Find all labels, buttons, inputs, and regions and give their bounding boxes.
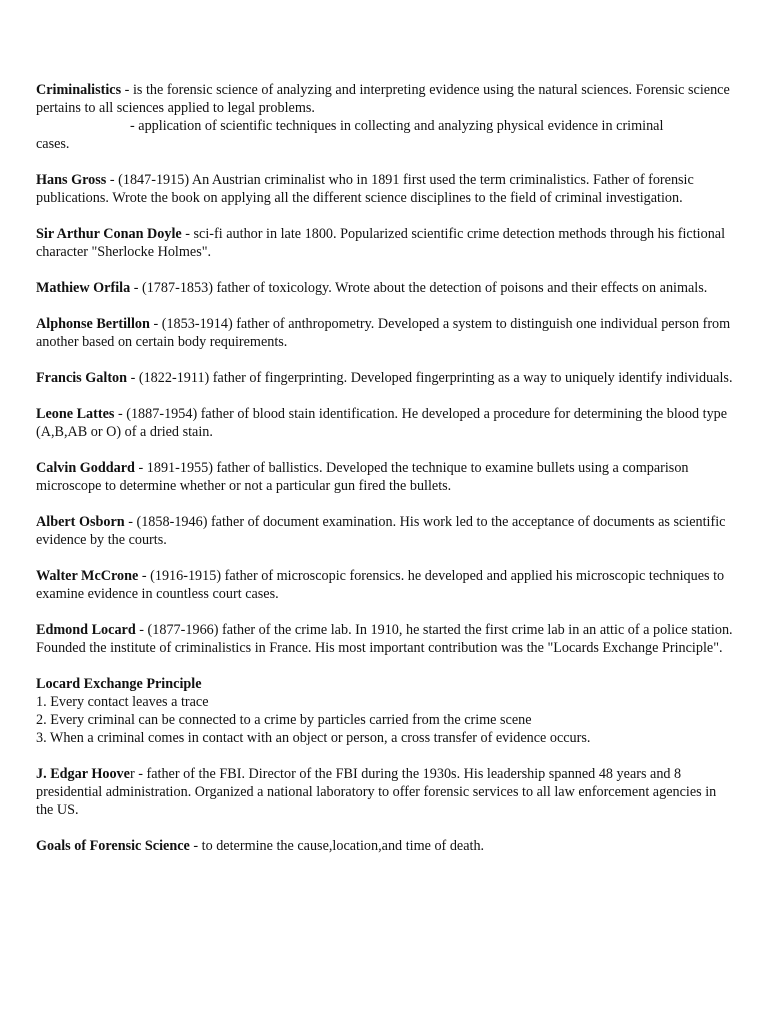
entry-galton <box>36 369 736 387</box>
entry-text: - is the forensic science of analyzing and interpreting evidence using the natural sciences. Forensic science pertains to all sciences applied to legal problems. <box>36 82 730 116</box>
entry-term: Hans Gross <box>36 172 107 188</box>
entry-extra-continued: cases. <box>36 136 70 152</box>
entry-lattes <box>36 405 736 441</box>
entry-text: - to determine the cause,location,and time of death. <box>189 838 485 854</box>
list-item: 2. Every criminal can be connected to a crime by particles carried from the crime scene <box>36 712 532 728</box>
entry-text: - (1847-1915) An Austrian criminalist who in 1891 first used the term criminalistics. Father of forensic publications. Wrote the book on applying all the different science disciplines to the field of criminal investigation. <box>36 172 694 206</box>
entry-text: - (1916-1915) father of microscopic forensics. he developed and applied his microscopic techniques to examine evidence in countless court cases. <box>36 568 725 602</box>
entry-term: Mathiew Orfila <box>36 280 131 296</box>
entry-text: - (1858-1946) father of document examination. His work led to the acceptance of documents as scientific evidence by the courts. <box>36 514 726 548</box>
entry-term: J. Edgar Hoove <box>36 766 130 782</box>
entry-term: Calvin Goddard <box>36 460 135 476</box>
entry-orfila <box>36 279 736 297</box>
entry-term: Walter McCrone <box>36 568 139 584</box>
entry-term: Goals of Forensic Science <box>36 838 190 854</box>
entry-term: Francis Galton <box>36 370 128 386</box>
entry-text: - (1853-1914) father of anthropometry. Developed a system to distinguish one individual person from another based on certain body requirements. <box>36 316 731 350</box>
entry-text: - (1887-1954) father of blood stain identification. He developed a procedure for determining the blood type (A,B,AB or O) of a dried stain. <box>36 406 728 440</box>
locard-principle-section <box>36 675 736 747</box>
entry-bertillon <box>36 315 736 351</box>
entry-term-tail: r <box>129 766 135 782</box>
entry-term: Criminalistics <box>36 82 122 98</box>
entry-term: Leone Lattes <box>36 406 115 422</box>
section-heading: Locard Exchange Principle <box>36 676 202 692</box>
entry-locard <box>36 621 736 657</box>
entry-goddard <box>36 459 736 495</box>
entry-criminalistics <box>36 81 736 153</box>
entry-hoover <box>36 765 736 819</box>
entry-extra: - application of scientific techniques in collecting and analyzing physical evidence in criminal <box>130 118 664 134</box>
entry-term: Alphonse Bertillon <box>36 316 150 332</box>
entry-text: - sci-fi author in late 1800. Popularized scientific crime detection methods through his fictional character "Sherlocke Holmes". <box>36 226 726 260</box>
entry-conan-doyle <box>36 225 736 261</box>
entry-hans-gross <box>36 171 736 207</box>
entry-goals <box>36 837 736 855</box>
entry-text: - father of the FBI. Director of the FBI during the 1930s. His leadership spanned 48 years and 8 presidential administration. Organized a national laboratory to offer forensic services to all law enforcement agencies in the US. <box>36 766 717 818</box>
entry-text: - (1877-1966) father of the crime lab. In 1910, he started the first crime lab in an attic of a police station. Founded the institute of criminalistics in France. His most important contribution was the "Locards Exchange Principle". <box>36 622 733 656</box>
entry-mccrone <box>36 567 736 603</box>
list-item: 1. Every contact leaves a trace <box>36 694 209 710</box>
entry-text: - (1822-1911) father of fingerprinting. Developed fingerprinting as a way to uniquely identify individuals. <box>127 370 733 386</box>
entry-term: Sir Arthur Conan Doyle <box>36 226 182 242</box>
entry-term: Edmond Locard <box>36 622 136 638</box>
list-item: 3. When a criminal comes in contact with an object or person, a cross transfer of evidence occurs. <box>36 730 591 746</box>
entry-term: Albert Osborn <box>36 514 125 530</box>
entry-text: - (1787-1853) father of toxicology. Wrote about the detection of poisons and their effects on animals. <box>130 280 708 296</box>
entry-osborn <box>36 513 736 549</box>
entry-text: - 1891-1955) father of ballistics. Developed the technique to examine bullets using a comparison microscope to determine whether or not a particular gun fired the bullets. <box>36 460 689 494</box>
document-page <box>36 81 736 873</box>
